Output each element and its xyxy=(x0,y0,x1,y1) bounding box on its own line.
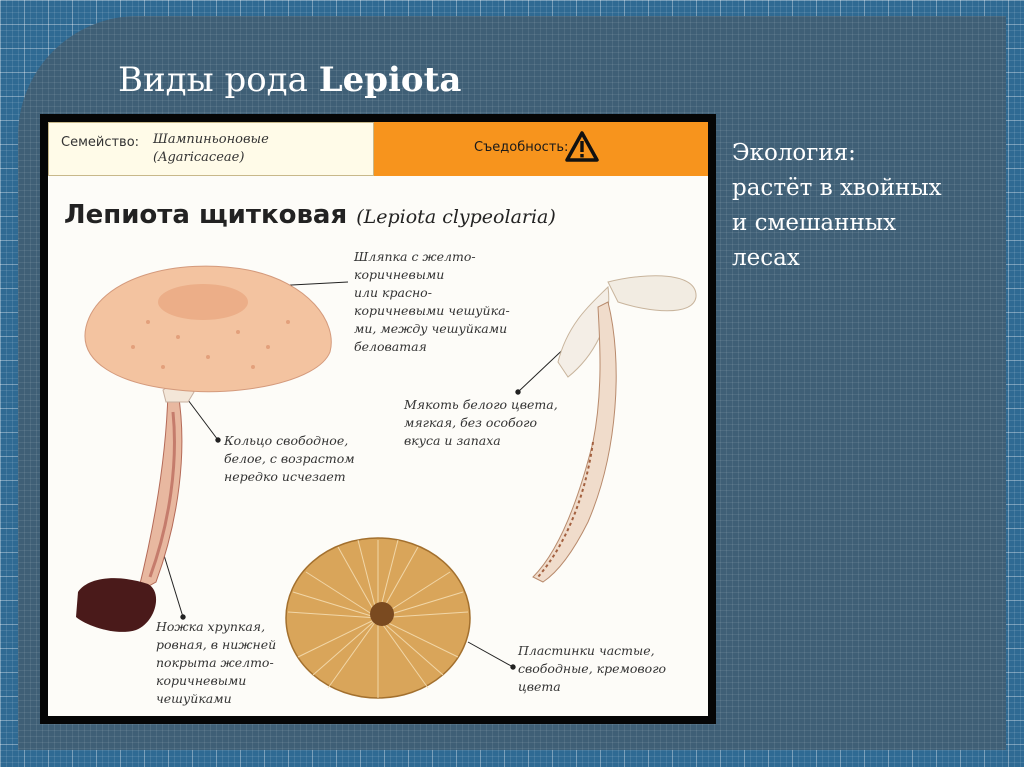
cap-center xyxy=(158,284,248,320)
ecology-heading: Экология: xyxy=(732,140,856,166)
mushroom-illustration xyxy=(48,122,708,716)
mushroom-card xyxy=(40,114,716,724)
cap-annotation: Шляпка с желто- коричневыми или красно- коричневыми чешуйка- ми, между чешуйками беловатая xyxy=(354,249,510,354)
slide-title: Виды рода Lepiota xyxy=(118,60,462,100)
family-name: Шампиньоновые (Agaricaceae) xyxy=(153,132,269,165)
species-latin: (Lepiota clypeolaria) xyxy=(356,206,556,228)
gills-annotation: Пластинки частые, свободные, кремового цвета xyxy=(518,643,667,694)
card-inner xyxy=(48,122,708,716)
ecology-line: лесах xyxy=(732,245,800,271)
gills-leader-line xyxy=(468,642,513,667)
stem-annotation: Ножка хрупкая, ровная, в нижней покрыта желто- коричневыми чешуйками xyxy=(156,619,277,706)
ecology-line: растёт в хвойных xyxy=(732,175,942,201)
side-mushroom-cap xyxy=(608,276,696,311)
flesh-annotation: Мякоть белого цвета, мягкая, без особого вкуса и запаха xyxy=(404,397,558,448)
species-name: Лепиота щитковая xyxy=(64,200,348,230)
ring-leader-line xyxy=(188,400,218,440)
ring-annotation: Кольцо свободное, белое, с возрастом нередко исчезает xyxy=(224,433,355,484)
stem-leader-line xyxy=(163,552,183,617)
edibility-label: Съедобность: xyxy=(474,140,569,155)
gills-disc xyxy=(286,538,470,698)
ecology-line: и смешанных xyxy=(732,210,897,236)
family-label: Семейство: xyxy=(61,135,140,150)
ecology-text xyxy=(732,136,992,276)
stem-base xyxy=(76,578,156,632)
